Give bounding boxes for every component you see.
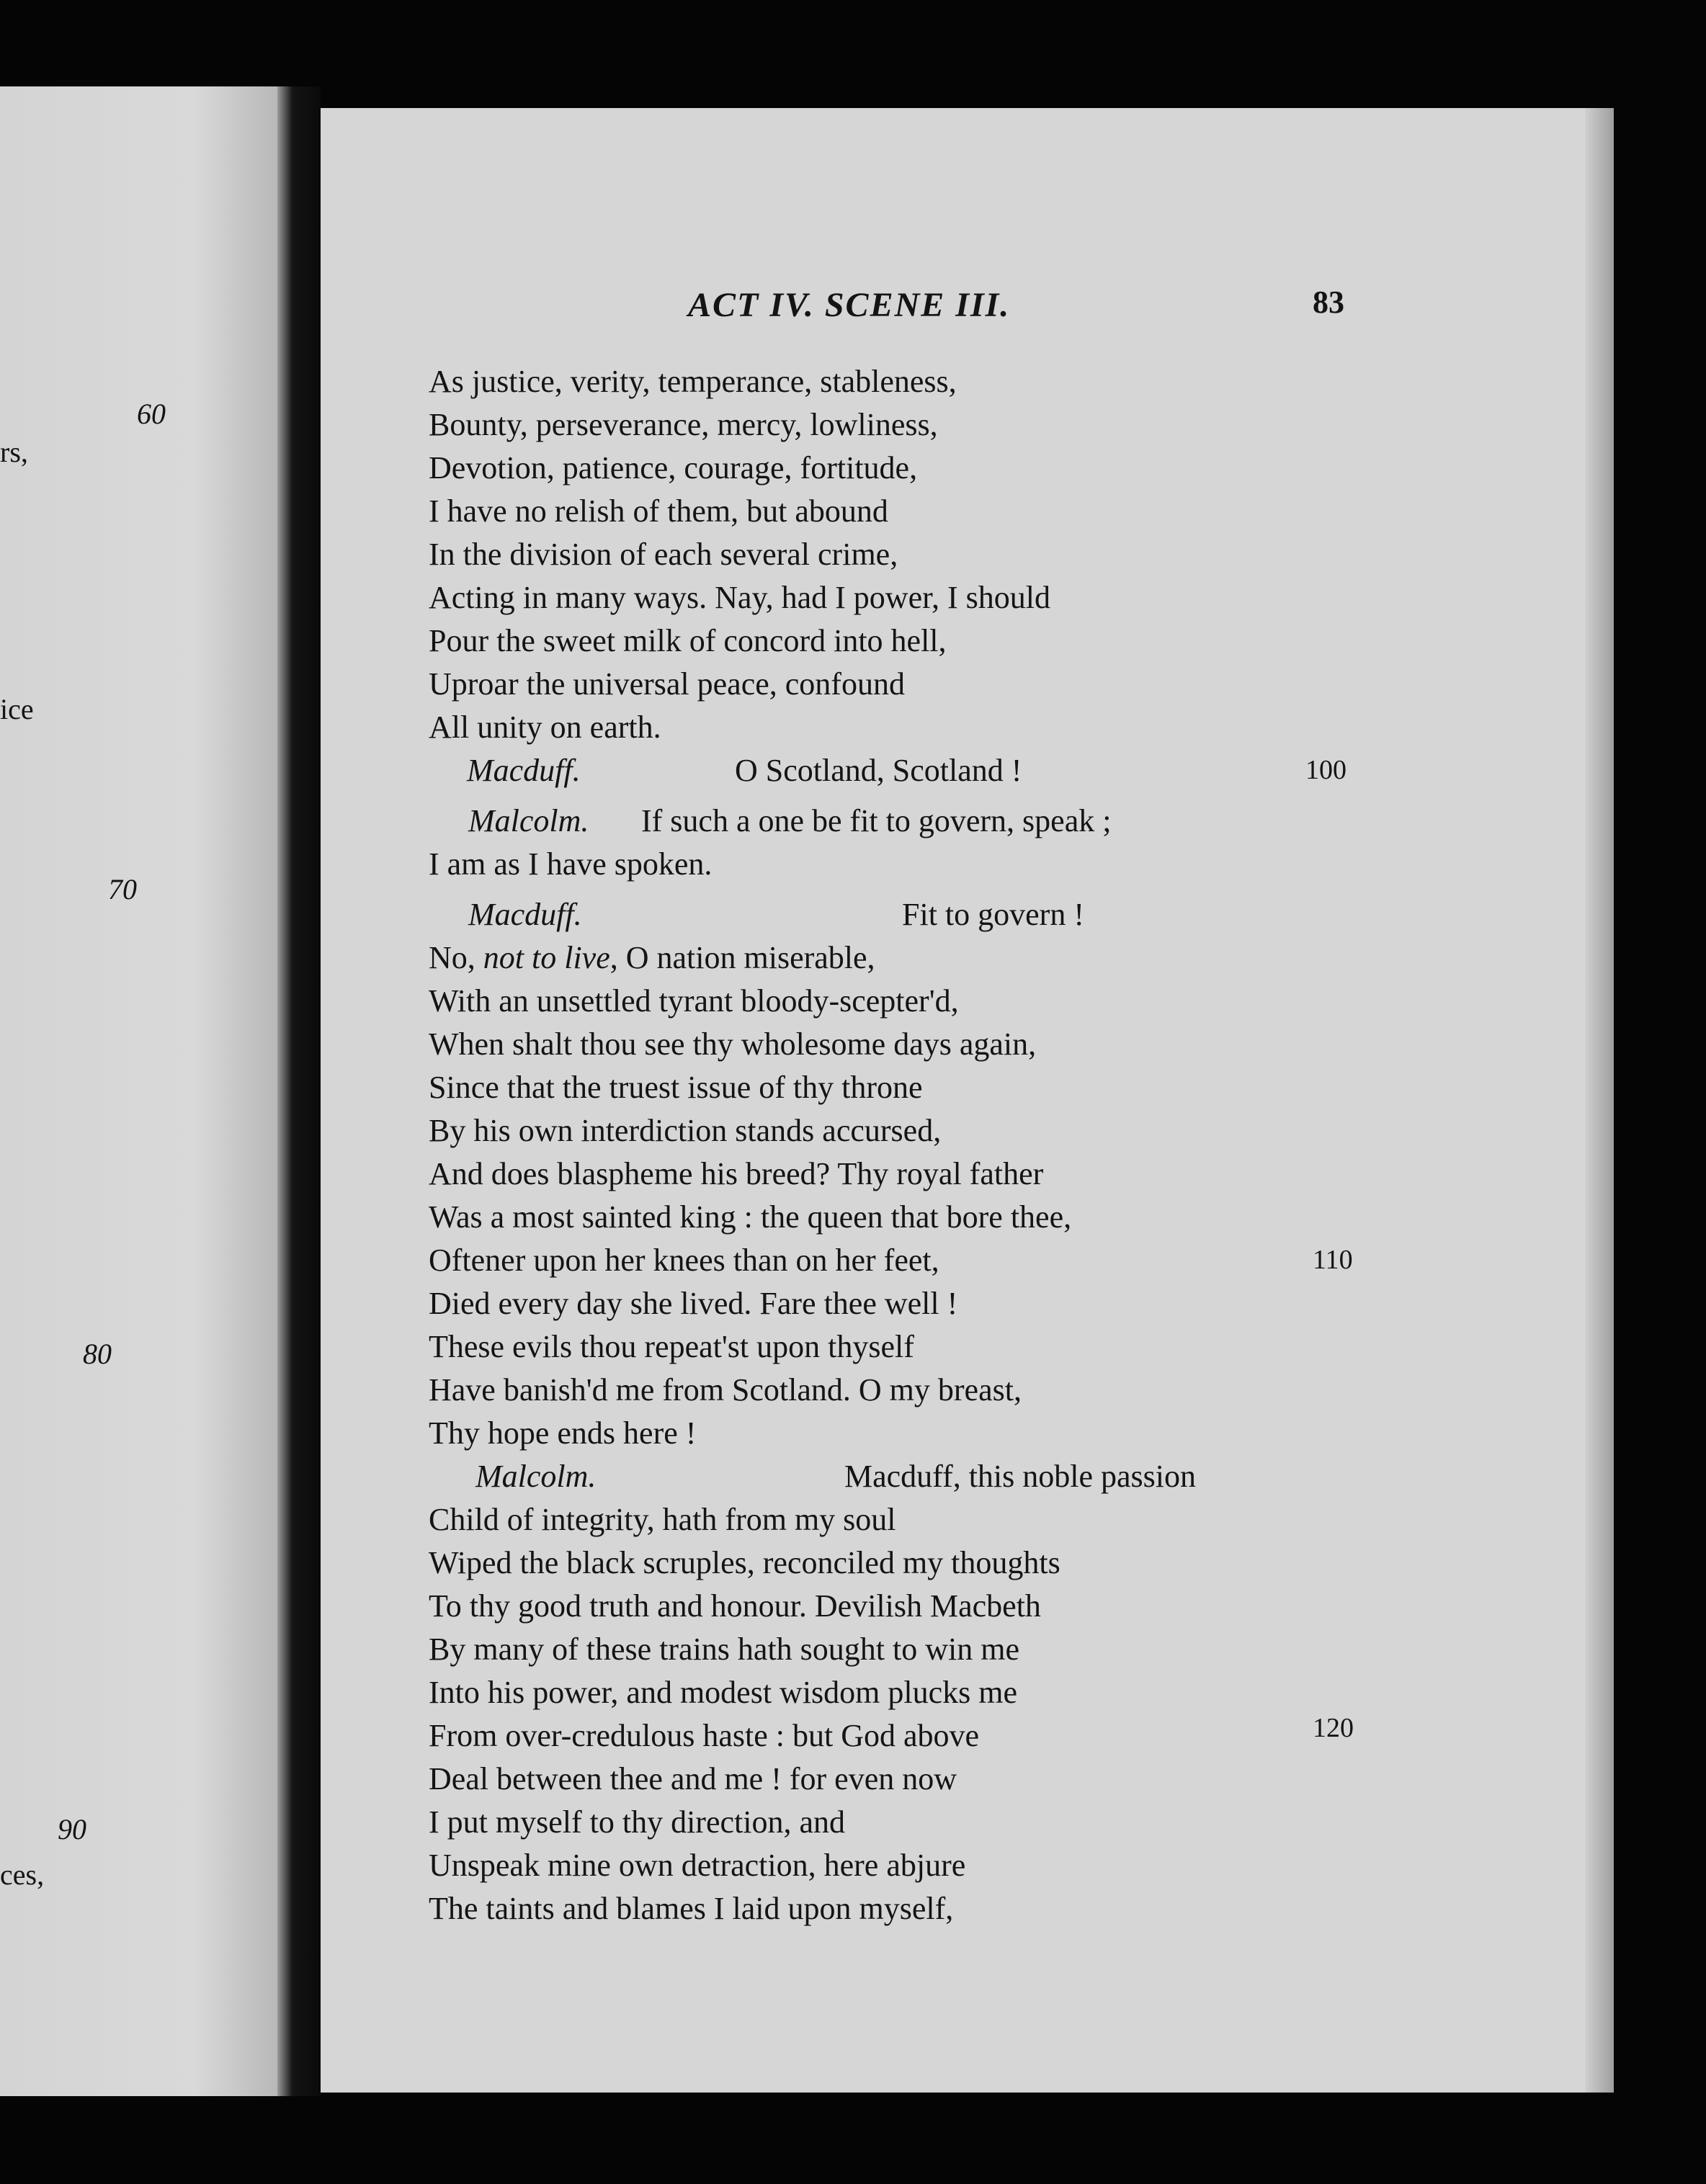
italic-phrase: not to live: [483, 940, 610, 975]
verse-line: I have no relish of them, but abound: [429, 493, 888, 529]
verse-text: No,: [429, 940, 483, 975]
verse-line: I put myself to thy direction, and: [429, 1804, 845, 1840]
line-number-100: 100: [1305, 755, 1347, 785]
running-header: ACT IV. SCENE III.: [688, 286, 1011, 324]
verse-line: Died every day she lived. Fare thee well !: [429, 1286, 958, 1321]
speech-text: Fit to govern !: [902, 897, 1084, 932]
verse-line: Wiped the black scruples, reconciled my thoughts: [429, 1545, 1060, 1580]
verse-line: Since that the truest issue of thy throne: [429, 1070, 923, 1105]
page-edge: [1585, 108, 1614, 2093]
verse-line: Acting in many ways. Nay, had I power, I should: [429, 580, 1050, 615]
verse-line: To thy good truth and honour. Devilish Macbeth: [429, 1588, 1041, 1624]
line-number-120: 120: [1313, 1713, 1354, 1743]
speaker-name: Malcolm.: [468, 803, 589, 838]
verse-line: Devotion, patience, courage, fortitude,: [429, 450, 918, 485]
verse-line: By many of these trains hath sought to win me: [429, 1632, 1019, 1667]
left-text-fragment: ice: [0, 693, 34, 725]
verse-line: Thy hope ends here !: [429, 1415, 697, 1451]
verse-line: Child of integrity, hath from my soul: [429, 1502, 896, 1537]
speaker-name: Malcolm.: [475, 1459, 597, 1494]
verse-line: Deal between thee and me ! for even now: [429, 1761, 957, 1796]
verse-line: With an unsettled tyrant bloody-scepter'd,: [429, 983, 959, 1019]
speech-text: If such a one be fit to govern, speak ;: [641, 803, 1112, 838]
verse-line: In the division of each several crime,: [429, 537, 898, 572]
verse-line: All unity on earth.: [429, 710, 661, 745]
verse-line: By his own interdiction stands accursed,: [429, 1113, 942, 1148]
speaker-name: Macduff.: [468, 897, 582, 932]
verse-text: , O nation miserable,: [609, 940, 875, 975]
left-line-number-70: 70: [108, 873, 137, 905]
verse-line: The taints and blames I laid upon myself,: [429, 1891, 954, 1926]
verse-line: Uproar the universal peace, confound: [429, 666, 905, 702]
left-text-fragment: ces,: [0, 1858, 45, 1891]
verse-line: Into his power, and modest wisdom plucks me: [429, 1675, 1018, 1710]
speech-text: Macduff, this noble passion: [844, 1459, 1197, 1494]
verse-line: Bounty, perseverance, mercy, lowliness,: [429, 407, 938, 442]
left-line-number-60: 60: [137, 398, 166, 430]
page-number: 83: [1313, 285, 1344, 320]
verse-line: And does blaspheme his breed? Thy royal father: [429, 1156, 1044, 1191]
book-gutter: [277, 86, 321, 2096]
verse-line: These evils thou repeat'st upon thyself: [429, 1329, 914, 1364]
verse-line: From over-credulous haste : but God above: [429, 1718, 980, 1753]
left-line-number-90: 90: [58, 1813, 86, 1845]
verse-line: When shalt thou see thy wholesome days again,: [429, 1026, 1037, 1062]
left-line-number-80: 80: [83, 1338, 112, 1370]
verse-line: Have banish'd me from Scotland. O my breast,: [429, 1372, 1022, 1407]
speech-text: O Scotland, Scotland !: [735, 753, 1022, 788]
line-number-110: 110: [1313, 1245, 1353, 1275]
verse-line: Oftener upon her knees than on her feet,: [429, 1243, 939, 1278]
verse-line: I am as I have spoken.: [429, 846, 713, 882]
left-text-fragment: rs,: [0, 436, 28, 468]
left-page: [0, 86, 277, 2096]
speaker-name: Macduff.: [467, 753, 581, 788]
verse-line: [429, 942, 875, 974]
verse-line: Was a most sainted king : the queen that bore thee,: [429, 1199, 1072, 1235]
verse-line: As justice, verity, temperance, stableness,: [429, 364, 957, 399]
verse-line: Unspeak mine own detraction, here abjure: [429, 1848, 966, 1883]
verse-line: Pour the sweet milk of concord into hell,: [429, 623, 947, 658]
